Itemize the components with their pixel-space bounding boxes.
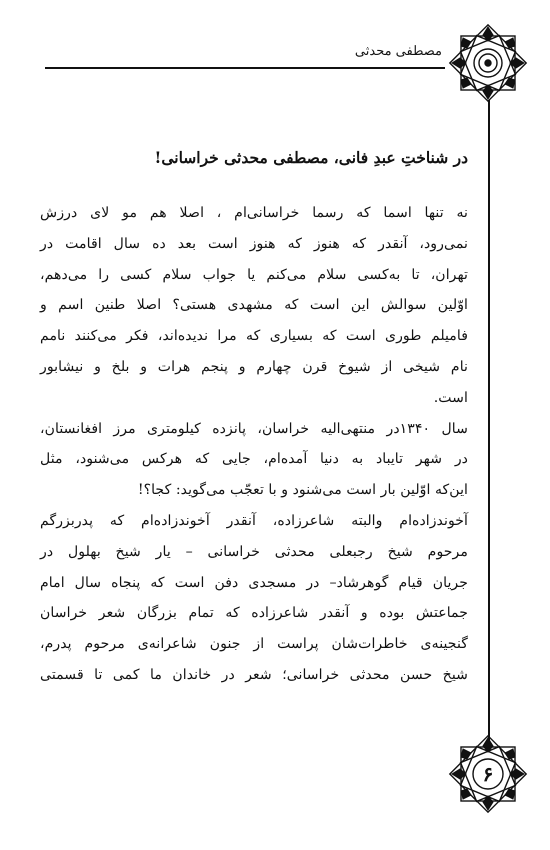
text-line: شیخ حسن محدثی خراسانی؛ شعر در خاندان ما کمی تا قسمتی bbox=[40, 666, 468, 683]
body-text bbox=[40, 198, 468, 691]
section-heading: در شناختِ عبدِ فانی، مصطفی محدثی خراسانی! bbox=[154, 148, 468, 167]
text-line: گنجینه‌ی خاطرات‌شان پراست از جنون شاعرانه‌ی مرحوم پدرم، bbox=[40, 636, 468, 653]
text-line: نه تنها اسما که رسما خراسانی‌ام ، اصلا هم مو لای درزش bbox=[40, 205, 468, 221]
text-line: این‌که اوّلین بار است می‌شنود و با تعجّب می‌گوید: کجا؟! bbox=[137, 482, 468, 499]
text-line: جماعتش بوده و آنقدر شاعرزاده که تمام بزرگان شعر خراسان bbox=[40, 605, 468, 622]
text-line: نمی‌رود، آنقدر که هنوز که هنوز است بعد ده سال اقامت در bbox=[40, 235, 468, 252]
text-line: جریان قیام گوهرشاد– در مسجدی دفن است که پنجاه سال امام bbox=[40, 574, 468, 591]
text-line: اوّلین سوالش این است که مشهدی هستی؟ اصلا طنین اسم و bbox=[40, 297, 468, 314]
text-line: است. bbox=[433, 389, 468, 406]
header-rule bbox=[45, 67, 445, 69]
margin-rule bbox=[488, 100, 490, 745]
text-line: آخوندزاده‌ام والبته شاعرزاده، آنقدر آخوندزاده‌ام که پدربزرگم bbox=[40, 512, 468, 529]
running-title: مصطفی محدثی bbox=[354, 44, 442, 59]
page-number: ۶ bbox=[482, 762, 494, 786]
text-line: تهران، تا به‌کسی سلام می‌کنم یا جواب سلام کسی را می‌دهم، bbox=[40, 266, 468, 283]
text-line: فامیلم طوری است که بسیاری که مرا ندیده‌اند، فکر می‌کنند نامم bbox=[40, 328, 468, 345]
text-line: در شهر تایباد به دنیا آمده‌ام، جایی که هرکس می‌شنود، مثل bbox=[40, 451, 468, 468]
text-line: نام شیخی از شیوخ قرن چهارم و پنجم هرات و بلخ و نیشابور bbox=[40, 358, 468, 375]
top-ornament-icon bbox=[447, 22, 529, 104]
text-line: سال ۱۳۴۰در منتهی‌الیه خراسان، پانزده کیلومتری مرز افغانستان، bbox=[40, 420, 468, 437]
text-line: مرحوم شیخ رجبعلی محدثی خراسانی – یار شیخ بهلول در bbox=[40, 543, 468, 560]
